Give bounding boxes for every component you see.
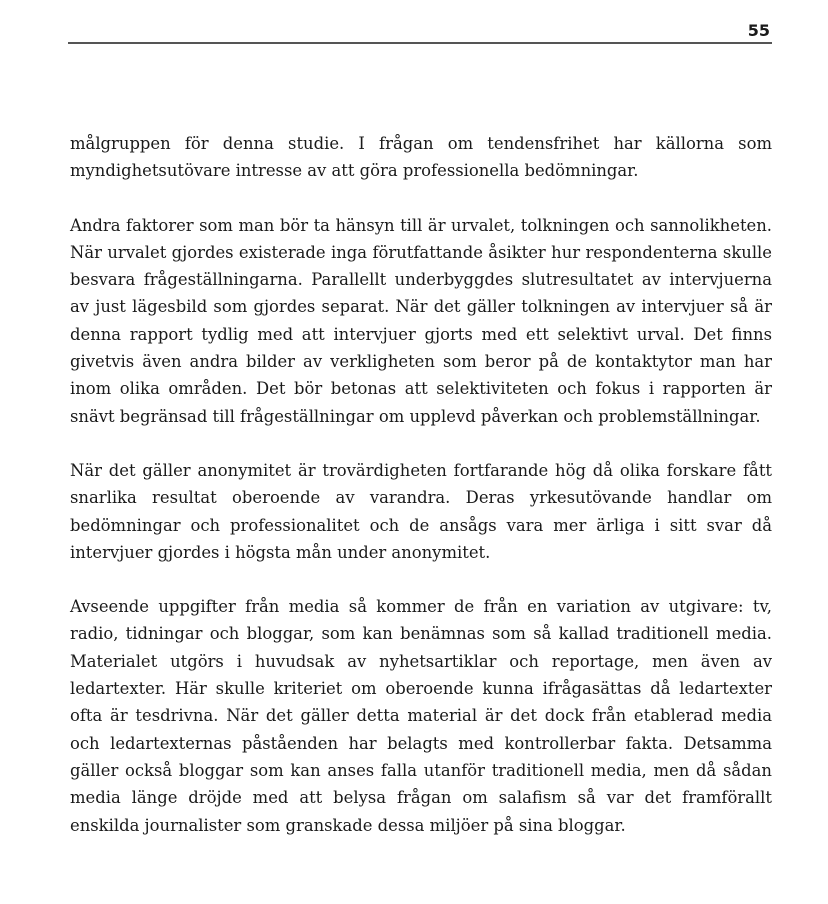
paragraph-1: målgruppen för denna studie. I frågan om tendensfrihet har källorna som myndighetsutövare intresse av att göra professionella bedömningar. <box>70 134 772 181</box>
body-text <box>70 130 772 866</box>
page-header <box>68 20 772 44</box>
paragraph-4: Avseende uppgifter från media så kommer de från en variation av utgivare: tv, radio, tidningar och bloggar, som kan benämnas som så kallad traditionell media. Materialet utgörs i huvudsak av nyhetsartiklar och reportage, men även av ledartexter. Här skulle kriteriet om oberoende kunna ifrågasättas då ledartexter ofta är tesdrivna. När det gäller detta material är det dock från etablerad media och ledartexternas påståenden har belagts med kontrollerbar fakta. Detsamma gäller också bloggar som kan anses falla utanför traditionell media, men då sådan media länge dröjde med att belysa frågan om salafism så var det framförallt enskilda journalister som granskade dessa miljöer på sina bloggar. <box>70 597 772 835</box>
paragraph-2: Andra faktorer som man bör ta hänsyn till är urvalet, tolkningen och sannolikheten. När urvalet gjordes existerade inga förutfattande åsikter hur respondenterna skulle besvara frågeställningarna. Parallellt underbyggdes slutresultatet av intervjuerna av just lägesbild som gjordes separat. När det gäller tolkningen av intervjuer så är denna rapport tydlig med att intervjuer gjorts med ett selektivt urval. Det finns givetvis även andra bilder av verkligheten som beror på de kontaktytor man har inom olika områden. Det bör betonas att selektiviteten och fokus i rapporten är snävt begränsad till frågeställningar om upplevd påverkan och problemställningar. <box>70 215 772 426</box>
paragraph-3: När det gäller anonymitet är trovärdigheten fortfarande hög då olika forskare fått snarlika resultat oberoende av varandra. Deras yrkesutövande handlar om bedömningar och professionalitet och de ansågs vara mer ärliga i sitt svar då intervjuer gjordes i högsta mån under anonymitet. <box>70 460 772 562</box>
page-number: 55 <box>747 21 770 40</box>
